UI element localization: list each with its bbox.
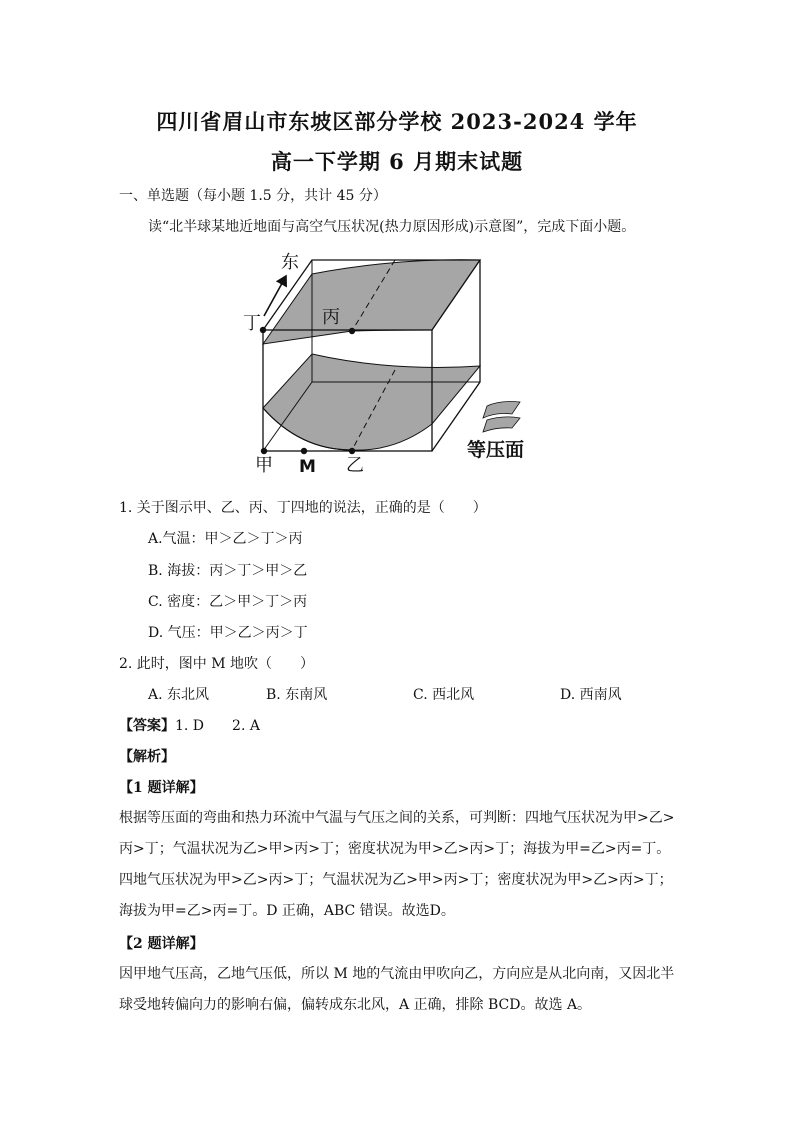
question-1-stem: 1. 关于图示甲、乙、丙、丁四地的说法，正确的是（ ） — [119, 500, 487, 516]
question-2-option-b: B. 东南风 — [266, 687, 328, 703]
answer-line — [119, 717, 260, 735]
answer-label: 【答案】 — [119, 718, 175, 734]
analysis-label: 【解析】 — [119, 749, 175, 765]
legend-label: 等压面 — [467, 439, 525, 461]
label-m: M — [299, 457, 316, 476]
question-2-option-a: A. 东北风 — [148, 687, 210, 703]
question-2-stem: 2. 此时，图中 M 地吹（ ） — [119, 656, 315, 672]
analysis-q1-label: 【1 题详解】 — [119, 780, 204, 796]
analysis-q2-label: 【2 题详解】 — [119, 936, 204, 952]
question-2-option-d: D. 西南风 — [560, 687, 622, 703]
question-2-option-c: C. 西北风 — [413, 687, 475, 703]
document-title-line2: 高一下学期 6 月期末试题 — [270, 149, 524, 174]
question-1-option-b: B. 海拔：丙＞丁＞甲＞乙 — [148, 563, 308, 579]
question-intro: 读“北半球某地近地面与高空气压状况(热力原因形成)示意图”，完成下面小题。 — [148, 219, 636, 235]
section-heading: 一、单选题（每小题 1.5 分，共计 45 分） — [119, 188, 387, 204]
answer-text: 1. D 2. A — [175, 718, 260, 734]
label-jia: 甲 — [255, 455, 273, 476]
label-east: 东 — [281, 252, 299, 273]
question-1-option-a: A.气温：甲＞乙＞丁＞丙 — [148, 531, 303, 547]
isobar-diagram — [236, 244, 546, 476]
legend-isobar-lower — [483, 417, 520, 432]
analysis-q2-text: 因甲地气压高，乙地气压低，所以 M 地的气流由甲吹向乙，方向应是从北向南，又因北半球受地转偏向力的影响右偏，偏转成东北风，A 正确，排除 BCD。故选 A。 — [119, 966, 675, 1013]
label-ding: 丁 — [243, 313, 261, 334]
analysis-q1-text: 根据等压面的弯曲和热力环流中气温与气压之间的关系，可判断：四地气压状况为甲>乙>丙>丁；气温状况为乙>甲>丙>丁；密度状况为甲>乙>丙>丁；海拔为甲=乙>丙=丁。四地气压状况为甲>乙>丙>丁；气温状况为乙>甲>丙>丁；密度状况为甲>乙>丙>丁；海拔为甲=乙>丙=丁。D 正确，ABC 错误。故选D。 — [119, 810, 675, 919]
document-title-line1: 四川省眉山市东坡区部分学校 2023-2024 学年 — [156, 109, 638, 134]
label-yi: 乙 — [346, 455, 364, 476]
point-m — [301, 448, 307, 454]
point-bing — [349, 328, 355, 334]
label-bing: 丙 — [322, 307, 340, 328]
point-jia — [261, 448, 267, 454]
question-1-option-c: C. 密度：乙＞甲＞丁＞丙 — [148, 594, 308, 610]
legend-isobar-upper — [483, 402, 520, 419]
east-arrow — [264, 276, 286, 316]
question-1-option-d: D. 气压：甲＞乙＞丙＞丁 — [148, 625, 308, 641]
point-yi — [349, 448, 355, 454]
